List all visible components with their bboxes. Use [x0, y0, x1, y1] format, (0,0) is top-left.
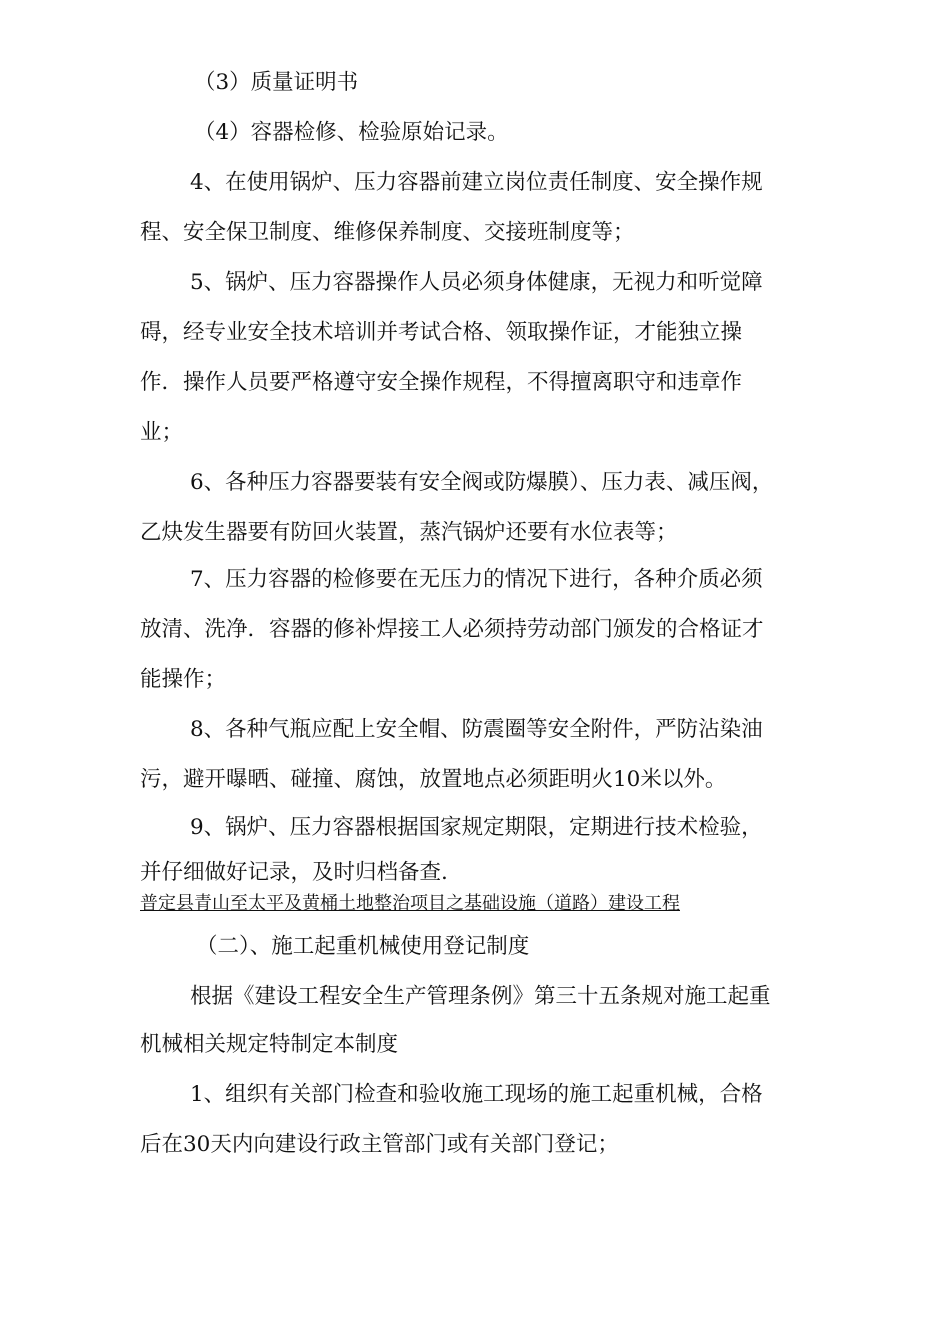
text-line: 并仔细做好记录，及时归档备查.: [140, 860, 448, 885]
text-line: （3）质量证明书: [194, 70, 359, 95]
text-line: 根据《建设工程安全生产管理条例》第三十五条规对施工起重: [190, 984, 771, 1009]
text-line: 碍，经专业安全技术培训并考试合格、领取操作证，才能独立操: [140, 320, 743, 345]
text-line: 乙炔发生器要有防回火装置，蒸汽锅炉还要有水位表等；: [140, 520, 678, 545]
text-line: 1、组织有关部门检查和验收施工现场的施工起重机械，合格: [190, 1082, 763, 1107]
text-line: 放清、洗净．容器的修补焊接工人必须持劳动部门颁发的合格证才: [140, 617, 764, 642]
text-line: 污，避开曝晒、碰撞、腐蚀，放置地点必须距明火10米以外。: [140, 767, 727, 792]
text-line: 作．操作人员要严格遵守安全操作规程，不得擅离职守和违章作: [140, 370, 743, 395]
text-line: 6、各种压力容器要装有安全阀或防爆膜）、压力表、减压阀，: [190, 470, 774, 495]
text-line: （4）容器检修、检验原始记录。: [194, 120, 509, 145]
text-line: 业；: [140, 420, 184, 445]
section-heading: （二）、施工起重机械使用登记制度: [196, 934, 530, 959]
text-line: 后在30天内向建设行政主管部门或有关部门登记；: [140, 1132, 619, 1157]
text-line: 9、锅炉、压力容器根据国家规定期限，定期进行技术检验，: [190, 815, 763, 840]
text-line: 8、各种气瓶应配上安全帽、防震圈等安全附件，严防沾染油: [190, 717, 763, 742]
text-line: 能操作；: [140, 667, 227, 692]
text-line: 程、安全保卫制度、维修保养制度、交接班制度等；: [140, 220, 635, 245]
text-line: 机械相关规定特制定本制度: [140, 1032, 399, 1057]
running-header: 普定县青山至太平及黄桶土地整治项目之基础设施（道路）建设工程: [140, 893, 680, 914]
text-line: 4、在使用锅炉、压力容器前建立岗位责任制度、安全操作规: [190, 170, 763, 195]
text-line: 5、锅炉、压力容器操作人员必须身体健康，无视力和听觉障: [190, 270, 763, 295]
text-line: 7、压力容器的检修要在无压力的情况下进行，各种介质必须: [190, 567, 763, 592]
